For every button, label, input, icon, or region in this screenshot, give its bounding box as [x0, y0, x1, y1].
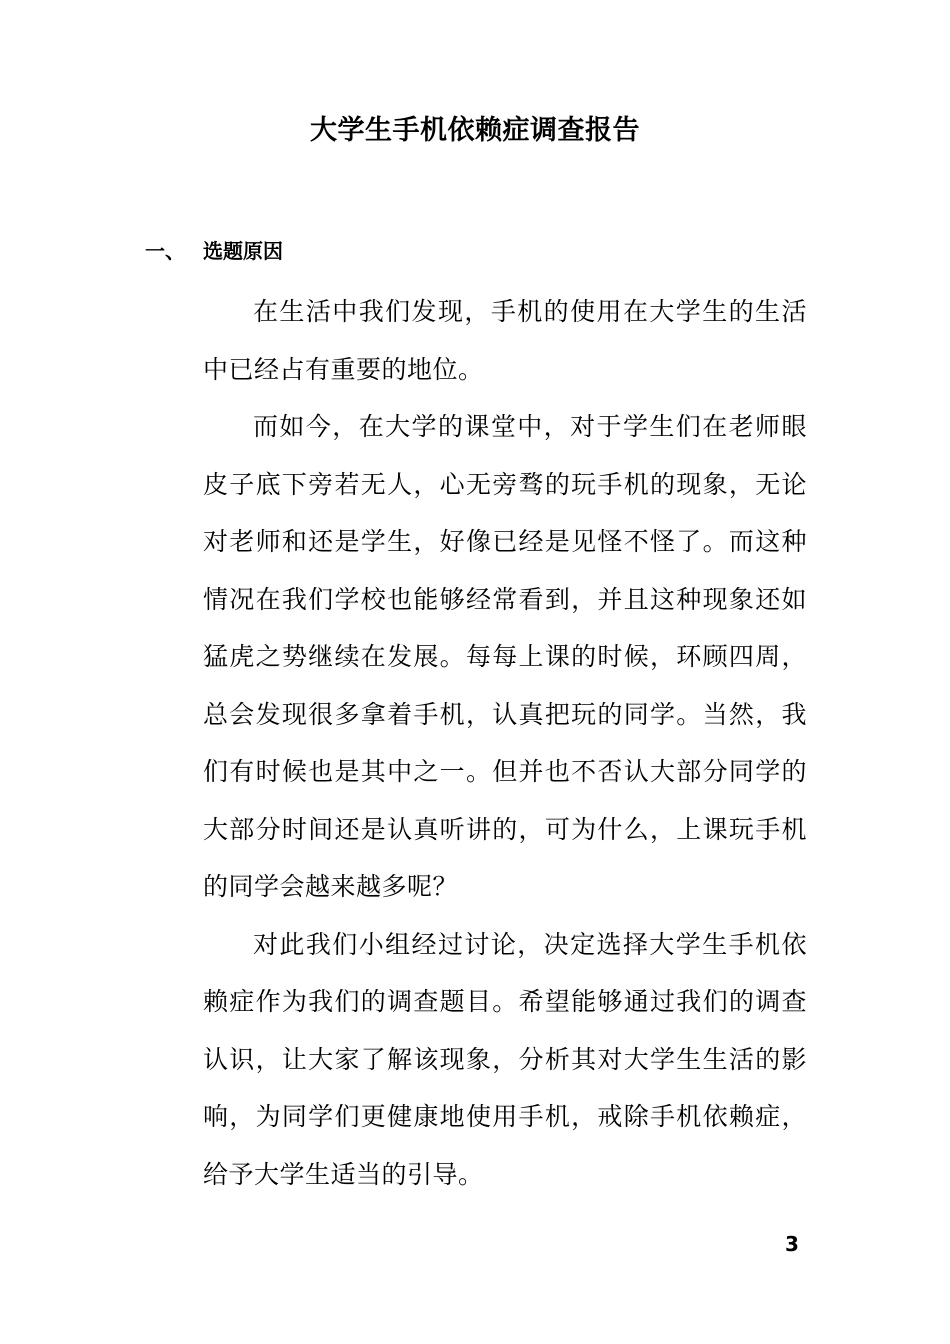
page-number: 3 — [785, 1232, 799, 1256]
section-number: 一、 — [145, 239, 185, 263]
section-title: 选题原因 — [203, 239, 283, 263]
paragraph: 对此我们小组经过讨论，决定选择大学生手机依赖症作为我们的调查题目。希望能够通过我们的调查认识，让大家了解该现象，分析其对大学生生活的影响，为同学们更健康地使用手机，戒除手机依赖症，给予大学生适当的引导。 — [203, 929, 807, 1189]
section-heading — [145, 236, 283, 266]
paragraph: 在生活中我们发现，手机的使用在大学生的生活中已经占有重要的地位。 — [203, 297, 807, 384]
page-title: 大学生手机依赖症调查报告 — [310, 115, 640, 146]
paragraph: 而如今，在大学的课堂中，对于学生们在老师眼皮子底下旁若无人，心无旁骛的玩手机的现象，无论对老师和还是学生，好像已经是见怪不怪了。而这种情况在我们学校也能够经常看到，并且这种现象还如猛虎之势继续在发展。每每上课的时候，环顾四周，总会发现很多拿着手机，认真把玩的同学。当然，我们有时候也是其中之一。但并也不否认大部分同学的大部分时间还是认真听讲的，可为什么，上课玩手机的同学会越来越多呢？ — [203, 412, 807, 901]
body-text — [203, 283, 807, 1203]
